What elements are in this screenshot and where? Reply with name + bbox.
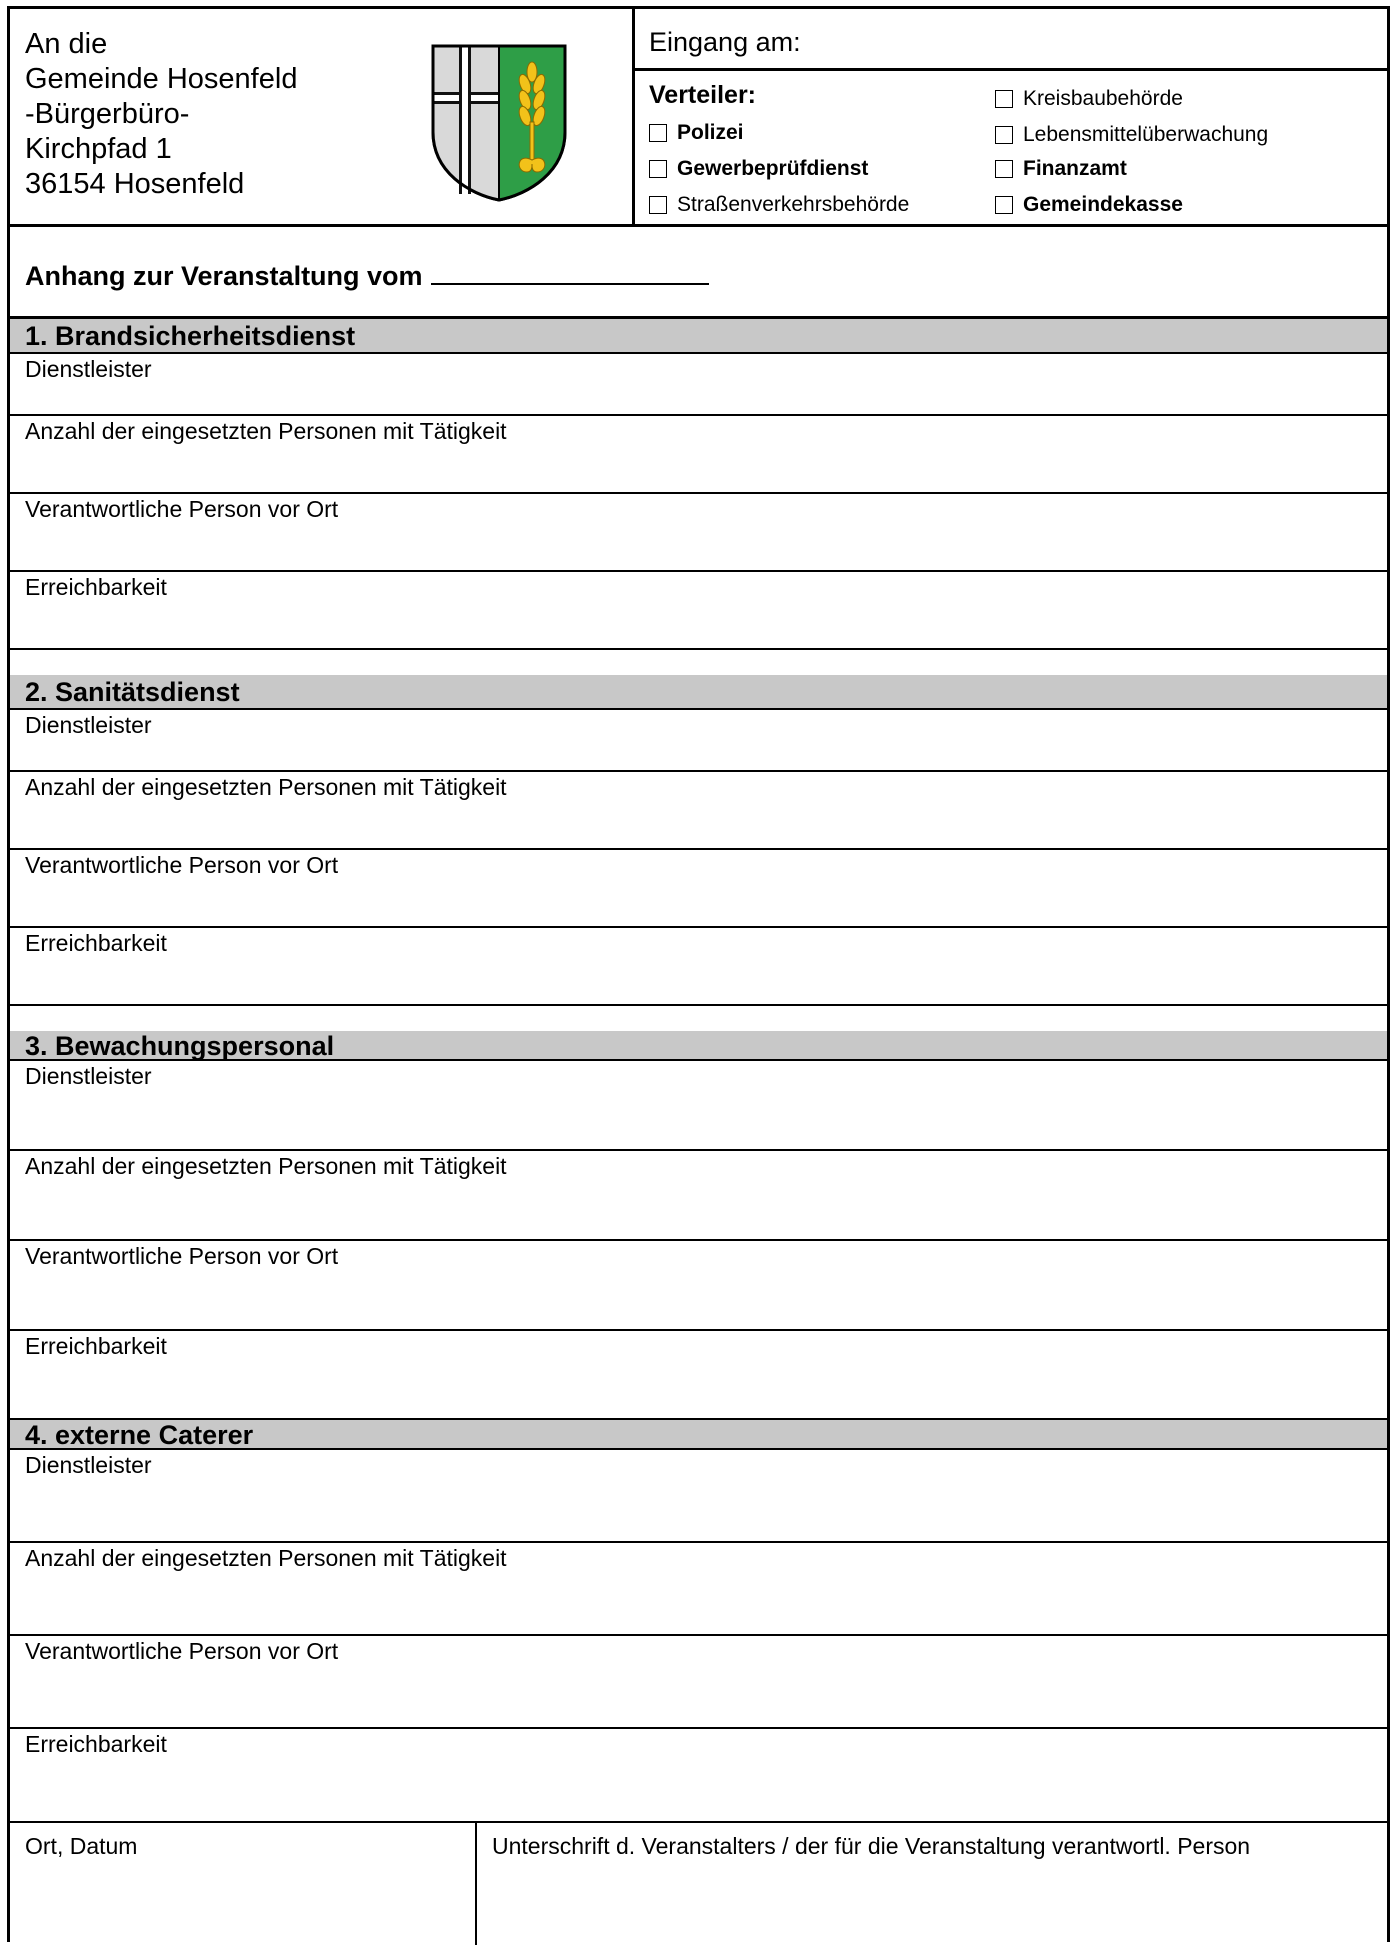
signature-label: Unterschrift d. Veranstalters / der für die Veranstaltung verantwortl. Person [492,1833,1251,1859]
checkbox-strassenverkehrsbehoerde[interactable] [649,193,909,217]
address-line: Gemeinde Hosenfeld [25,63,298,95]
section-medical-service [10,675,1387,1006]
field-responsible-person[interactable] [10,850,1387,928]
checkbox-icon[interactable] [649,196,667,214]
checkbox-label: Gewerbeprüfdienst [677,157,869,180]
field-personnel-count[interactable] [10,1543,1387,1636]
field-label: Erreichbarkeit [25,1731,167,1757]
place-date-field[interactable] [10,1823,477,1945]
field-personnel-count[interactable] [10,772,1387,850]
address-line: -Bürgerbüro- [25,98,190,130]
field-provider[interactable] [10,1450,1387,1543]
field-responsible-person[interactable] [10,494,1387,572]
field-personnel-count[interactable] [10,416,1387,494]
field-responsible-person[interactable] [10,1241,1387,1331]
checkbox-icon[interactable] [649,124,667,142]
address-line: An die [25,28,108,60]
field-label: Erreichbarkeit [25,574,167,600]
section-title: 3. Bewachungspersonal [10,1031,1387,1061]
field-personnel-count[interactable] [10,1151,1387,1241]
checkbox-label: Straßenverkehrsbehörde [677,193,910,216]
field-provider[interactable] [10,354,1387,416]
recipient-address [25,27,297,202]
distribution-title: Verteiler: [649,81,757,109]
section-title: 4. externe Caterer [10,1420,1387,1450]
checkbox-kreisbaubehoerde[interactable] [995,87,1183,111]
checkbox-gewerbepruefdienst[interactable] [649,157,868,181]
section-fire-safety [10,319,1387,650]
received-date-field[interactable] [635,9,1387,71]
field-label: Erreichbarkeit [25,930,167,956]
field-label: Dienstleister [25,712,152,738]
checkbox-icon[interactable] [995,160,1013,178]
section-title: 2. Sanitätsdienst [10,675,1387,710]
field-label: Verantwortliche Person vor Ort [25,1638,339,1664]
field-reachability[interactable] [10,572,1387,650]
field-reachability[interactable] [10,1729,1387,1823]
checkbox-label: Kreisbaubehörde [1023,87,1183,110]
form-header [10,9,1387,227]
checkbox-icon[interactable] [995,126,1013,144]
signature-field[interactable] [477,1823,1387,1945]
field-reachability[interactable] [10,928,1387,1006]
field-label: Anzahl der eingesetzten Personen mit Tätigkeit [25,1153,507,1179]
field-responsible-person[interactable] [10,1636,1387,1729]
checkbox-label: Lebensmittelüberwachung [1023,123,1269,146]
field-label: Dienstleister [25,356,152,382]
field-label: Verantwortliche Person vor Ort [25,852,339,878]
field-label: Erreichbarkeit [25,1333,167,1359]
field-label: Dienstleister [25,1452,152,1478]
address-line: 36154 Hosenfeld [25,168,245,200]
checkbox-lebensmittelueberwachung[interactable] [995,123,1268,147]
section-title: 1. Brandsicherheitsdienst [10,319,1387,354]
checkbox-finanzamt[interactable] [995,157,1127,181]
checkbox-icon[interactable] [995,90,1013,108]
event-date-row [10,227,1387,319]
checkbox-label: Finanzamt [1023,157,1127,180]
intake-panel [632,9,1387,224]
field-label: Verantwortliche Person vor Ort [25,1243,339,1269]
section-security-staff [10,1031,1387,1420]
checkbox-label: Polizei [677,121,744,144]
event-date-input-line[interactable] [431,259,709,285]
field-label: Verantwortliche Person vor Ort [25,496,339,522]
event-date-label-text: Anhang zur Veranstaltung vom [25,261,423,291]
field-label: Dienstleister [25,1063,152,1089]
place-date-label: Ort, Datum [25,1833,138,1859]
checkbox-label: Gemeindekasse [1023,193,1183,216]
form-page [7,6,1390,1942]
event-date-label [25,259,709,292]
field-reachability[interactable] [10,1331,1387,1420]
section-external-caterers [10,1420,1387,1823]
checkbox-icon[interactable] [995,196,1013,214]
field-label: Anzahl der eingesetzten Personen mit Tätigkeit [25,774,507,800]
field-provider[interactable] [10,1061,1387,1151]
checkbox-icon[interactable] [649,160,667,178]
received-date-label: Eingang am: [649,27,801,57]
field-provider[interactable] [10,710,1387,772]
checkbox-polizei[interactable] [649,121,744,145]
address-line: Kirchpfad 1 [25,133,172,165]
field-label: Anzahl der eingesetzten Personen mit Tätigkeit [25,418,507,444]
signature-row [10,1823,1387,1945]
municipal-coat-of-arms-icon [429,42,569,202]
field-label: Anzahl der eingesetzten Personen mit Tätigkeit [25,1545,507,1571]
checkbox-gemeindekasse[interactable] [995,193,1183,217]
